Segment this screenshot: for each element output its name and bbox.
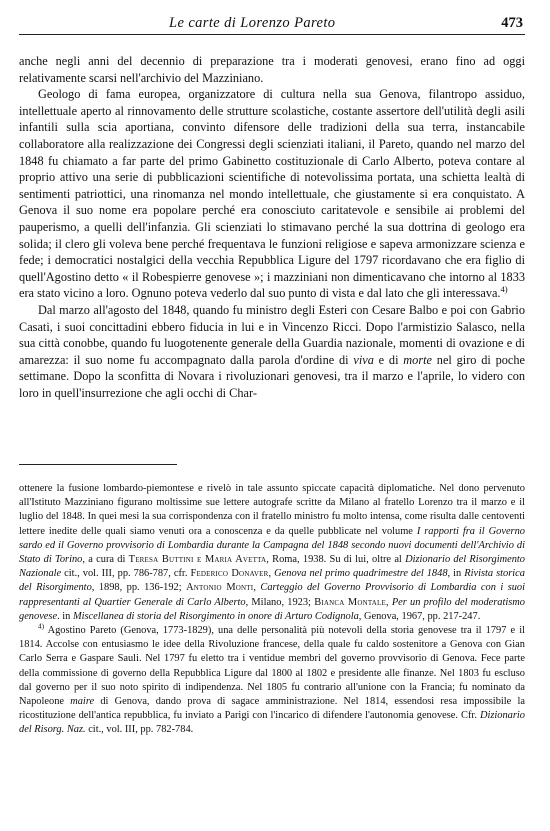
footnote-text: ,: [268, 568, 275, 580]
italic-term: viva: [353, 352, 374, 367]
footnote-text: , 1898, pp. 136-192;: [91, 582, 187, 594]
footnote-ref: 4): [500, 284, 508, 295]
cited-author: Teresa Buttini e Maria Avetta: [128, 554, 267, 566]
paragraph-text: Geologo di fama europea, organizzatore di cultura nella sua Genova, filantropo assiduo, intellettuale aperto al rinnovamento delle strutture scolastiche, costante assertore dell'utilità degli asili infantili sulla scia aportiana, convinto difensore delle tradizioni della sua terra, instancabile collaboratore alla realizzazione dei Congressi degli scienziati italiani, il Pareto, quando nel marzo del 1848 fu chiamato a far parte del primo Gabinetto costituzionale di Carlo Alberto, poteva contare al proprio attivo una serie di pubblicazioni scientifiche di notevolissima portata, una schietta lealtà di sentimenti patriottici, una rinomanza nel mondo intellettuale, che giustamente si era conquistato. A Genova il suo nome era popolare perché era conosciuto caritatevole e sensibile ai problemi del pauperismo, a quelli dell'infanzia. Gli scienziati lo stimavano perché la sua dottrina di geologo era solida; il clero gli voleva bene perché frequentava le funzioni religiose e sapeva armonizzare scienza e fede; i democratici nostalgici della vecchia Repubblica Ligure del 1797 ricordavano che era figlio di quell'Agostino detto « il Robespierre genovese »; i mazziniani non dimenticavano che intorno al 1833 era stato vicino a loro. Ognuno poteva vederlo dal suo punto di vista e dal lato che gli interessava.: [19, 87, 525, 301]
cited-author: Federico Donaver: [190, 568, 269, 580]
paragraph-text: Dal marzo all'agosto del 1848, quando fu ministro degli Esteri con Cesare Balbo e poi con Gabrio Casati, i suoi concittadini ebbero fiducia in lui e in Vincenzo Ricci. Dopo l'armistizio Salasco, nella sua città conobbe, quando fu luogotenente generale della Guardia nazionale, momenti di ovazione e di amarezza: il suo nome fu accompagnato dalla parola d'ordine di: [19, 302, 525, 367]
cited-title: Dizionario del Risorg. Naz.: [19, 710, 525, 736]
footnote-text: ottenere la fusione lombardo-piemontese e rivelò in tale assunto spiccate capacità diplomatiche. Nel dono pervenuto all'Istituto Mazziniano figurano moltissime sue lettere autografe scritte da Milano al fratello Lorenzo tra il marzo e il luglio del 1848. In quei mesi la sua corrispondenza con il fratello ministro fu molto intensa, come risulta dalle centoventi lettere inedite delle quali siamo venuti ora a conoscenza e da quelle pubblicate nel volume: [19, 483, 525, 537]
footnote-continuation: [19, 482, 525, 624]
cited-author: Antonio Monti: [186, 582, 254, 594]
paragraph-text: nel giro di poche settimane. Dopo la sconfitta di Novara i rivoluzionari genovesi, tra il marzo e l'aprile, lo videro con loro in quell'insurrezione che agli occhi di Char-: [19, 352, 525, 400]
paragraph-text: e di: [373, 352, 404, 367]
paragraph-continuation: [19, 53, 525, 86]
cited-author: Bianca Montale: [314, 596, 386, 608]
footnotes: [19, 482, 525, 738]
footnote-text: , in: [447, 568, 465, 580]
page-number: 473: [501, 15, 523, 31]
cited-title: Genova nel primo quadrimestre del 1848: [274, 568, 448, 580]
running-title: Le carte di Lorenzo Pareto: [169, 15, 336, 31]
footnote-text: di Genova, dando prova di sagace amministrazione. Nel 1814, essendosi resa impossibile la ricostituzione dell'antica repubblica, fu inviato a Parigi con l'incarico di difendere l'autonomia genovese. Cfr.: [19, 696, 525, 722]
cited-title: I rapporti fra il Governo sardo ed il Governo provvisorio di Lombardia durante la Campagna del 1848 secondo nuovi documenti dell'Archivio di Stato di Torino: [19, 525, 525, 566]
footnote-text: cit., vol. III, pp. 786-787, cfr.: [61, 568, 191, 580]
footnote-text: . in: [57, 610, 73, 622]
cited-title: Dizionario del Risorgimento Nazionale: [19, 554, 526, 580]
page-header: [19, 14, 525, 35]
cited-title: Miscellanea di storia del Risorgimento in onore di Arturo Codignola: [72, 610, 359, 622]
footnote-text: ,: [386, 596, 392, 608]
footnote-text: , Roma, 1938. Su di lui, oltre al: [266, 554, 406, 566]
main-text: [19, 53, 525, 401]
footnote-text: Agostino Pareto (Genova, 1773-1829), una delle personalità più notevoli della storia genovese tra il 1797 e il 1814. Accolse con entusiasmo le idee della Rivoluzione francese, della quale fu caldo sostenitore a Genova con Gian Carlo Serra e Gaspare Sauli. Nel 1797 fu eletto tra i ventidue membri del governo provvisorio di Genova. Fece parte della commissione di governo della Repubblica Ligure dal 1800 al 1802 e presidente alle finanze. Nel 1803 fu escluso dal governo per il suo noto spirito di indipendenza. Nel 1805 fu contrario all'unione con la Francia; fu nominato da Napoleone: [19, 625, 525, 708]
footnote-text: , Milano, 1923;: [245, 596, 315, 608]
paragraph-pareto-profile: [19, 86, 525, 302]
italic-term: morte: [403, 352, 432, 367]
cited-title: Rivista storica del Risorgimento: [19, 568, 525, 594]
footnote-text: ,: [253, 582, 261, 594]
footnote-text: , Genova, 1967, pp. 217-247.: [358, 610, 481, 622]
cited-title: Per un profilo del moderatismo genovese: [19, 596, 526, 622]
paragraph-ministry: [19, 302, 525, 402]
cited-title: Carteggio del Governo Provvisorio di Lombardia con i suoi rappresentanti al Quartier Generale di Carlo Alberto: [19, 582, 526, 608]
footnote-divider: [19, 464, 177, 465]
italic-term: maire: [70, 696, 95, 708]
paragraph-text: anche negli anni del decennio di preparazione tra i moderati genovesi, erano fino ad oggi relativamente scarsi nell'archivio del Mazziniano.: [19, 54, 525, 85]
footnote-marker: 4): [38, 622, 45, 631]
footnote-text: cit., vol. III, pp. 782-784.: [85, 724, 194, 736]
footnote-4: [19, 624, 525, 738]
footnote-text: , a cura di: [82, 554, 129, 566]
